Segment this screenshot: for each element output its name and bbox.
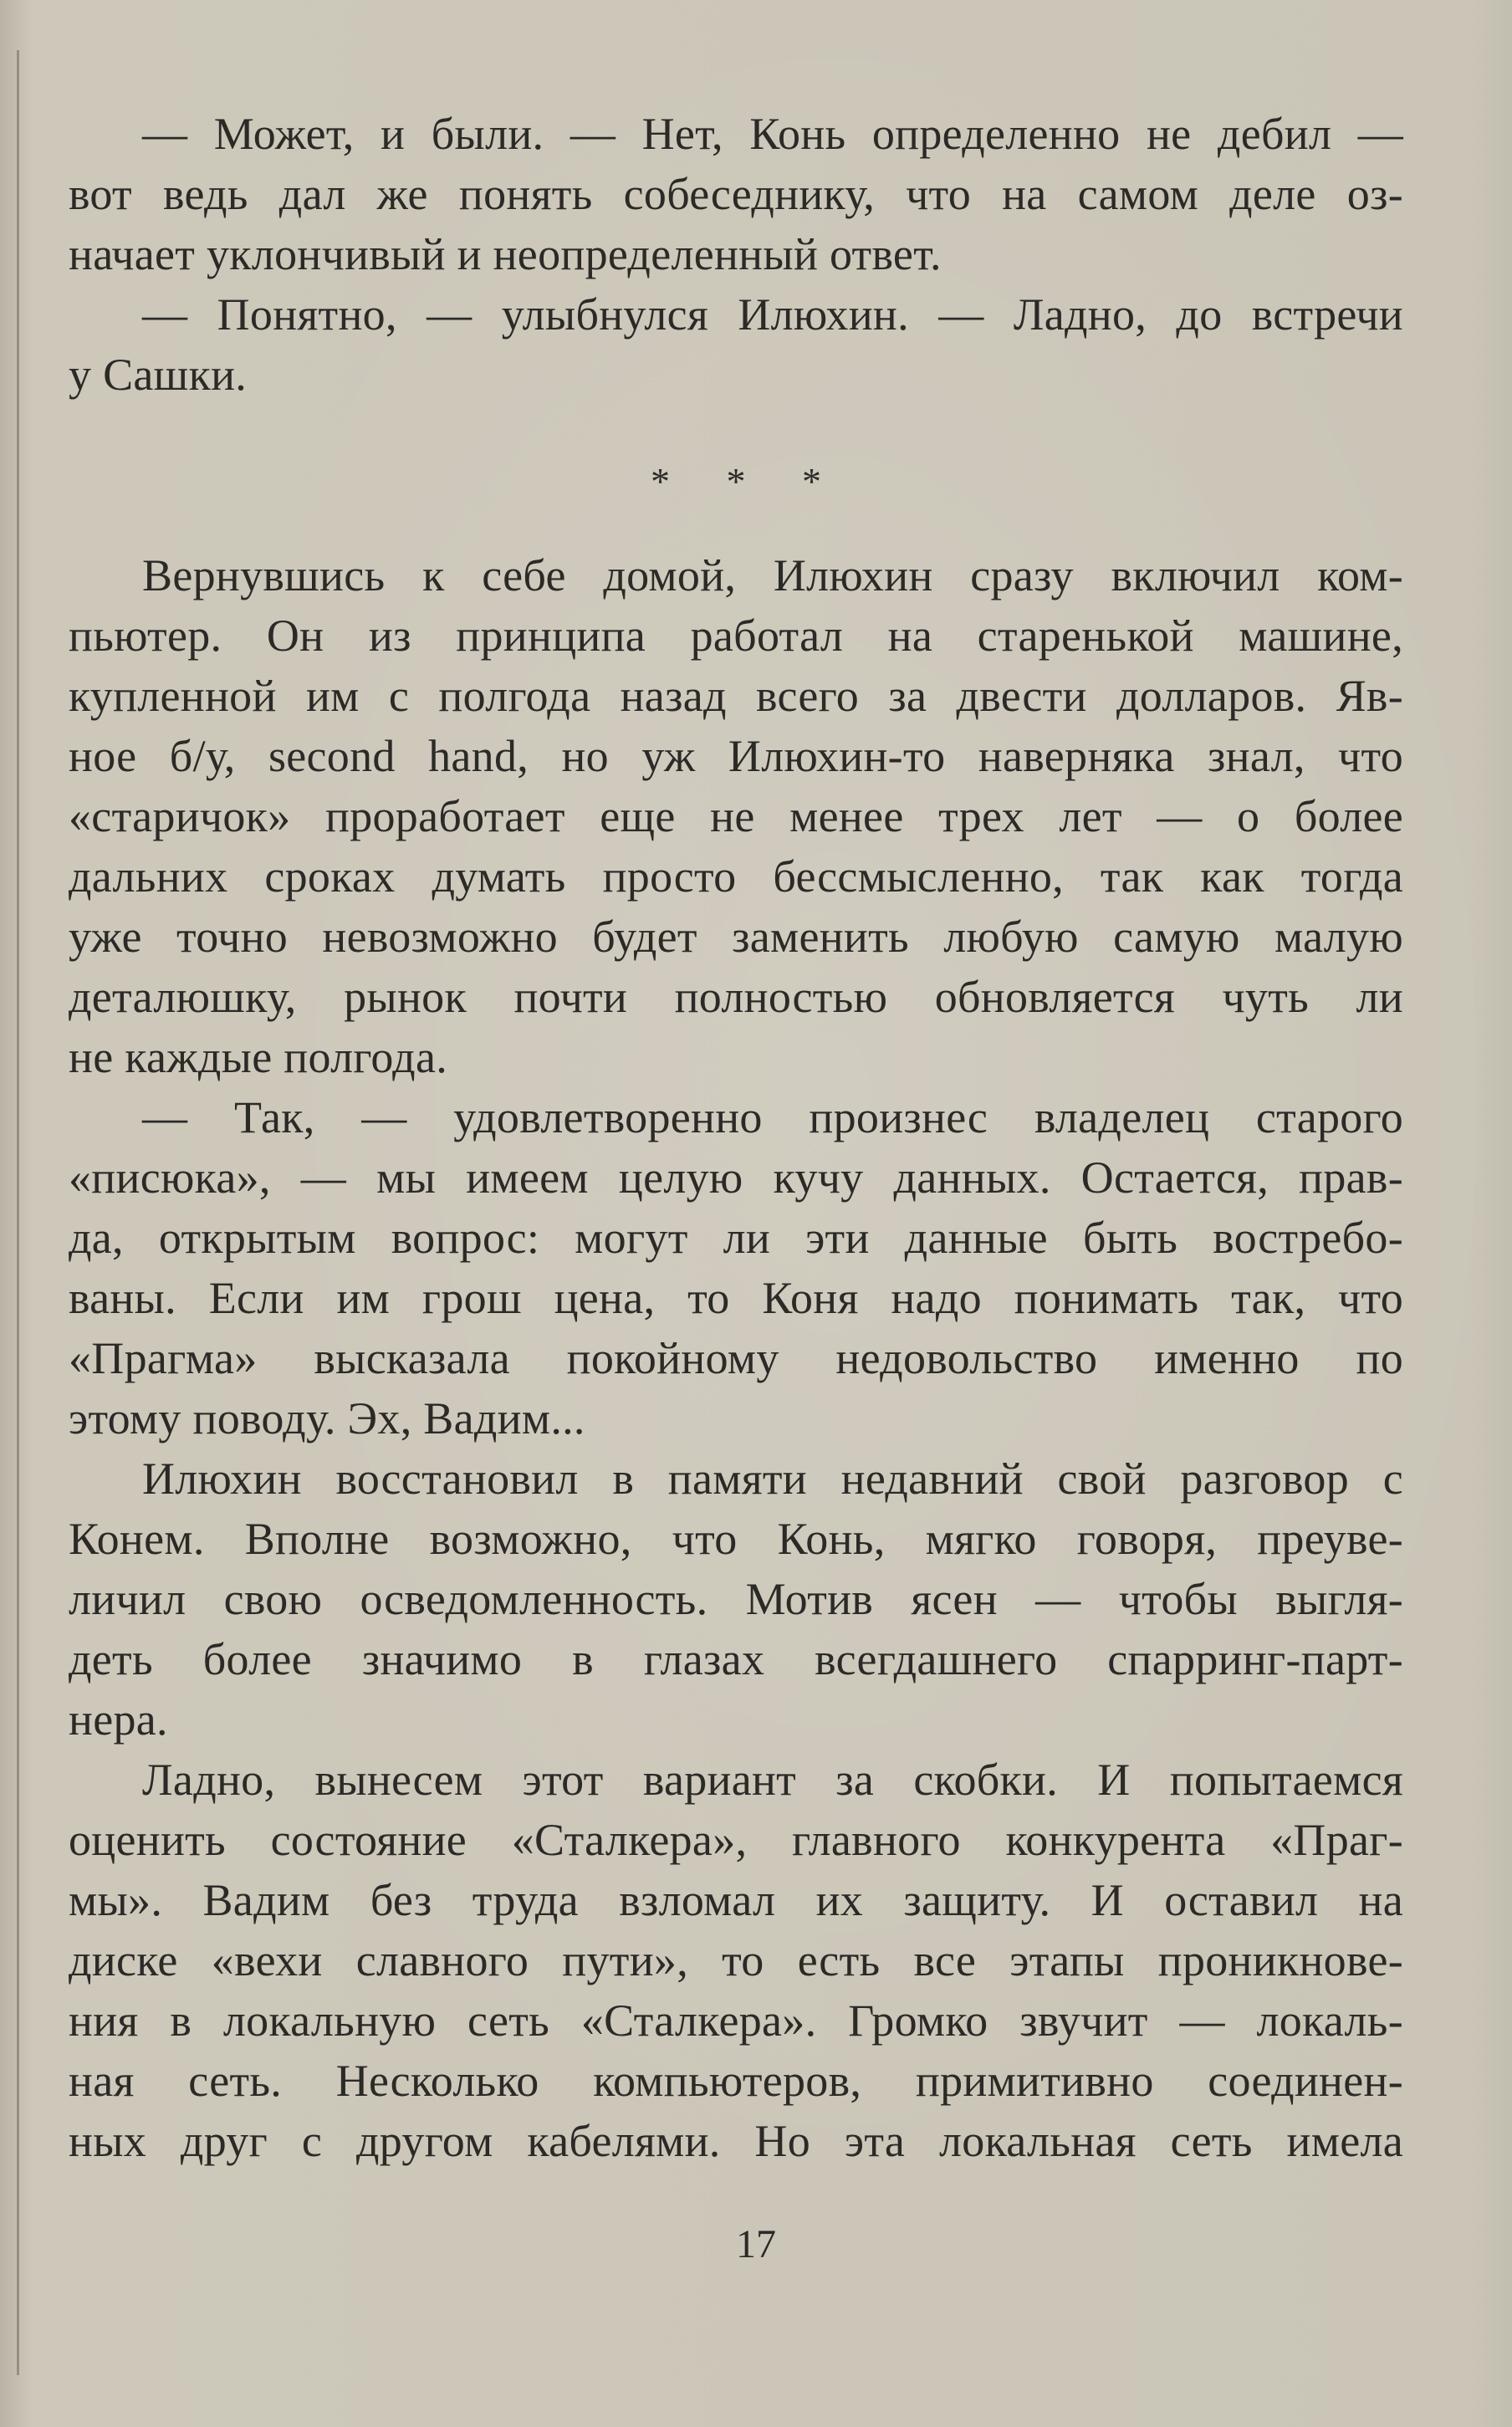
text-line: деть более значимо в глазах всегдашнего спарринг-парт-: [69, 1634, 1403, 1684]
text-line: Ладно, вынесем этот вариант за скобки. И попытаемся: [142, 1755, 1403, 1805]
page-spine-shadow: [17, 50, 19, 2375]
text-line: — Понятно, — улыбнулся Илюхин. — Ладно, до встречи: [142, 289, 1403, 340]
text-line: Илюхин восстановил в памяти недавний свой разговор с: [142, 1454, 1403, 1504]
text-line: мы». Вадим без труда взломал их защиту. И оставил на: [69, 1875, 1403, 1925]
text-line: «Прагма» высказала покойному недовольство именно по: [69, 1333, 1403, 1383]
text-line: пьютер. Он из принципа работал на старенькой машине,: [69, 611, 1403, 661]
spacer: [69, 405, 1403, 452]
text-line: «писюка», — мы имеем целую кучу данных. Остается, прав-: [69, 1152, 1403, 1203]
text-line: ная сеть. Несколько компьютеров, примитивно соединен-: [69, 2056, 1403, 2106]
text-line: вот ведь дал же понять собеседнику, что на самом деле оз-: [69, 169, 1403, 219]
text-line: ное б/у, second hand, но уж Илюхин-то наверняка знал, что: [69, 731, 1403, 781]
text-line: купленной им с полгода назад всего за двести долларов. Яв-: [69, 671, 1403, 721]
text-line: не каждые полгода.: [69, 1032, 448, 1082]
page-text: [69, 104, 1403, 2171]
text-line: Вернувшись к себе домой, Илюхин сразу включил ком-: [142, 550, 1403, 600]
text-line: «старичок» проработает еще не менее трех лет — о более: [69, 791, 1403, 841]
spacer: [69, 512, 1403, 545]
page-number: 17: [736, 2222, 776, 2266]
text-line: да, открытым вопрос: могут ли эти данные быть востребо-: [69, 1213, 1403, 1263]
text-line: этому поводу. Эх, Вадим...: [69, 1393, 585, 1443]
text-line: Конем. Вполне возможно, что Конь, мягко говоря, преуве-: [69, 1514, 1403, 1564]
text-line: дальних сроках думать просто бессмысленно, так как тогда: [69, 851, 1403, 902]
text-line: деталюшку, рынок почти полностью обновляется чуть ли: [69, 972, 1403, 1022]
text-line: уже точно невозможно будет заменить любую самую малую: [69, 912, 1403, 962]
text-line: начает уклончивый и неопределенный ответ.: [69, 229, 942, 279]
text-line: — Так, — удовлетворенно произнес владелец старого: [142, 1092, 1403, 1142]
scene-break: * * *: [651, 460, 845, 503]
text-line: личил свою осведомленность. Мотив ясен — чтобы выгля-: [69, 1574, 1403, 1624]
text-line: нера.: [69, 1694, 168, 1745]
text-line: ния в локальную сеть «Сталкера». Громко звучит — локаль-: [69, 1995, 1403, 2046]
text-line: диске «вехи славного пути», то есть все этапы проникнове-: [69, 1935, 1403, 1985]
text-line: — Может, и были. — Нет, Конь определенно не дебил —: [142, 109, 1403, 159]
text-line: у Сашки.: [69, 350, 248, 400]
text-line: оценить состояние «Сталкера», главного конкурента «Праг-: [69, 1815, 1403, 1865]
text-line: ных друг с другом кабелями. Но эта локальная сеть имела: [69, 2116, 1403, 2166]
text-line: ваны. Если им грош цена, то Коня надо понимать так, что: [69, 1273, 1403, 1323]
